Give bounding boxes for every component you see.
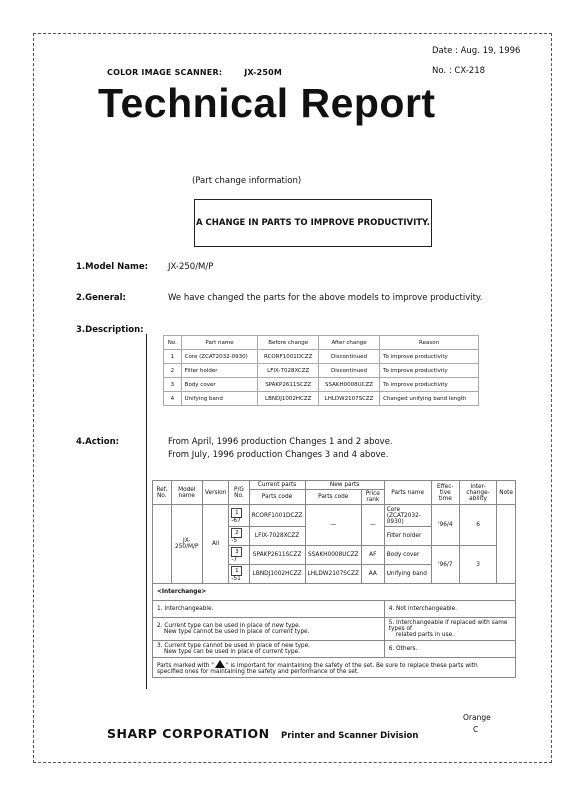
model-name-label: 1.Model Name: bbox=[76, 262, 149, 272]
interchange-heading: <Interchange> bbox=[153, 584, 516, 601]
column-header: P/G No. bbox=[229, 481, 249, 505]
table-cell: — bbox=[305, 505, 361, 546]
table-cell: To improve productivity bbox=[380, 350, 479, 364]
table-cell: All bbox=[202, 505, 228, 584]
column-header: Ref. No. bbox=[153, 481, 172, 505]
table-cell bbox=[229, 546, 249, 565]
column-header: Reason bbox=[380, 336, 479, 350]
column-header: No. bbox=[164, 336, 182, 350]
ref-number-box: 2 bbox=[231, 528, 242, 538]
table-cell: Unifying band bbox=[181, 392, 258, 406]
report-title: Technical Report bbox=[98, 80, 436, 126]
column-header: Part name bbox=[181, 336, 258, 350]
general-value: We have changed the parts for the above models to improve productivity. bbox=[168, 293, 483, 303]
table-cell: LFIX-7028XCZZ bbox=[258, 364, 319, 378]
table-cell bbox=[229, 505, 249, 527]
action-label: 4.Action: bbox=[76, 437, 120, 447]
table-cell: — bbox=[361, 505, 384, 546]
description-label: 3.Description: bbox=[76, 325, 144, 335]
interchange-line: 3. Current type cannot be used in place of new type. bbox=[157, 643, 311, 649]
table-cell: SSAKH0008UCZZ bbox=[305, 546, 361, 565]
column-header: Parts code bbox=[249, 490, 305, 505]
interchange-line: New type can be used in place of current type. bbox=[164, 649, 300, 655]
column-header: New parts bbox=[305, 481, 384, 490]
table-cell: RCORF1001DCZZ bbox=[258, 350, 319, 364]
column-header: Before change bbox=[258, 336, 319, 350]
table-cell: 3 bbox=[164, 378, 182, 392]
pg-number: -51 bbox=[231, 576, 241, 582]
interchange-item: 6. Others. bbox=[384, 641, 515, 658]
interchange-item bbox=[153, 641, 385, 658]
table-cell bbox=[229, 565, 249, 584]
table-row bbox=[164, 364, 479, 378]
table-header-row bbox=[153, 481, 516, 490]
table-cell: '96/7 bbox=[431, 546, 459, 584]
table-row bbox=[153, 505, 516, 527]
description-table bbox=[163, 335, 479, 406]
color-code: C bbox=[473, 725, 479, 734]
action-table bbox=[152, 480, 516, 678]
table-cell: Filter holder bbox=[181, 364, 258, 378]
column-header: Effec- tive time bbox=[431, 481, 459, 505]
safety-text: " is important for maintaining the safety of the set. Be sure to replace these parts with bbox=[225, 663, 478, 669]
action-line-1: From April, 1996 production Changes 1 and 2 above. bbox=[168, 437, 393, 447]
pg-number: -5 bbox=[231, 538, 238, 544]
table-cell: SPAKP2611SCZZ bbox=[249, 546, 305, 565]
report-date: Date : Aug. 19, 1996 bbox=[432, 46, 521, 56]
table-cell: JX-250/M/P bbox=[171, 505, 202, 584]
column-header: Current parts bbox=[249, 481, 305, 490]
action-line-2: From July, 1996 production Changes 3 and 4 above. bbox=[168, 450, 389, 460]
change-heading-box bbox=[194, 199, 432, 247]
safety-note-row bbox=[153, 658, 516, 678]
table-cell: Core (ZCAT2032-0930) bbox=[384, 505, 431, 527]
table-cell: Body cover bbox=[384, 546, 431, 565]
table-cell: 1 bbox=[164, 350, 182, 364]
table-cell: LBNDJ1002HCZZ bbox=[258, 392, 319, 406]
ref-number-box: 1 bbox=[231, 508, 242, 518]
table-cell: Changed unifying band length bbox=[380, 392, 479, 406]
table-cell: RCORF1001DCZZ bbox=[249, 505, 305, 527]
table-cell: SPAKP2611SCZZ bbox=[258, 378, 319, 392]
interchange-item bbox=[153, 618, 385, 641]
table-cell: LHLDW2107SCZZ bbox=[318, 392, 379, 406]
table-cell: Core (ZCAT2032-0930) bbox=[181, 350, 258, 364]
table-cell bbox=[153, 505, 172, 584]
table-row bbox=[164, 378, 479, 392]
table-cell: Unifying band bbox=[384, 565, 431, 584]
ref-number-box: 3 bbox=[231, 547, 242, 557]
section-divider-line bbox=[146, 334, 147, 689]
table-cell: '96/4 bbox=[431, 505, 459, 546]
table-cell: Filter holder bbox=[384, 527, 431, 546]
column-header: Inter- change- ability bbox=[459, 481, 496, 505]
table-cell: Body cover bbox=[181, 378, 258, 392]
interchange-item: 4. Not interchangeable. bbox=[384, 601, 515, 618]
table-cell: AF bbox=[361, 546, 384, 565]
table-cell: To improve productivity bbox=[380, 364, 479, 378]
table-cell: LHLDW2107SCZZ bbox=[305, 565, 361, 584]
table-cell: To improve productivity bbox=[380, 378, 479, 392]
table-cell: LBNDJ1002HCZZ bbox=[249, 565, 305, 584]
table-cell: Discontinued bbox=[318, 364, 379, 378]
table-cell: 6 bbox=[459, 505, 496, 546]
part-change-info: (Part change information) bbox=[192, 176, 302, 186]
interchange-item: 1. Interchangeable. bbox=[153, 601, 385, 618]
interchange-legend bbox=[153, 584, 516, 678]
column-header: Note bbox=[497, 481, 516, 505]
column-header: Price rank bbox=[361, 490, 384, 505]
safety-text: Parts marked with " bbox=[157, 663, 214, 669]
product-line bbox=[107, 68, 282, 77]
interchange-row bbox=[153, 641, 516, 658]
table-cell: Discontinued bbox=[318, 350, 379, 364]
safety-line bbox=[157, 660, 511, 669]
interchange-line: 5. Interchangeable if replaced with same types of bbox=[388, 620, 508, 632]
pg-number: -67 bbox=[231, 517, 241, 524]
table-cell: 4 bbox=[164, 392, 182, 406]
column-header: Model name bbox=[171, 481, 202, 505]
change-heading: A CHANGE IN PARTS TO IMPROVE PRODUCTIVITY. bbox=[195, 218, 431, 228]
interchange-line: related parts in use. bbox=[395, 632, 455, 638]
safety-line: specified ones for maintaining the safety and performance of the set. bbox=[157, 669, 359, 675]
column-header: Version bbox=[202, 481, 228, 505]
product-label: COLOR IMAGE SCANNER: bbox=[107, 68, 223, 77]
table-cell: LFIX-7028XCZZ bbox=[249, 527, 305, 546]
safety-note bbox=[153, 658, 516, 678]
color-label: Orange bbox=[463, 713, 491, 722]
interchange-row bbox=[153, 601, 516, 618]
interchange-item bbox=[384, 618, 515, 641]
table-header-row bbox=[164, 336, 479, 350]
warning-triangle-icon bbox=[215, 660, 225, 668]
column-header: Parts name bbox=[384, 481, 431, 505]
table-cell: AA bbox=[361, 565, 384, 584]
division-name: Printer and Scanner Division bbox=[281, 731, 419, 741]
column-header: Parts code bbox=[305, 490, 361, 505]
column-header: After change bbox=[318, 336, 379, 350]
interchange-line: 2. Current type can be used in place of new type. bbox=[157, 623, 301, 629]
company-name: SHARP CORPORATION bbox=[107, 726, 270, 741]
interchange-heading-row bbox=[153, 584, 516, 601]
product-model: JX-250M bbox=[244, 68, 283, 77]
table-cell: 2 bbox=[164, 364, 182, 378]
table-row bbox=[164, 350, 479, 364]
table-cell bbox=[229, 527, 249, 546]
report-number: No. : CX-218 bbox=[432, 66, 486, 76]
table-cell: 3 bbox=[459, 546, 496, 584]
ref-number-box: 1 bbox=[231, 566, 242, 576]
interchange-row bbox=[153, 618, 516, 641]
pg-number: -7 bbox=[231, 557, 238, 563]
table-row bbox=[164, 392, 479, 406]
interchange-line: New type cannot be used in place of current type. bbox=[164, 629, 310, 635]
general-label: 2.General: bbox=[76, 293, 126, 303]
model-name-value: JX-250/M/P bbox=[168, 262, 214, 272]
table-cell: SSAKH0008UCZZ bbox=[318, 378, 379, 392]
table-cell bbox=[497, 505, 516, 584]
